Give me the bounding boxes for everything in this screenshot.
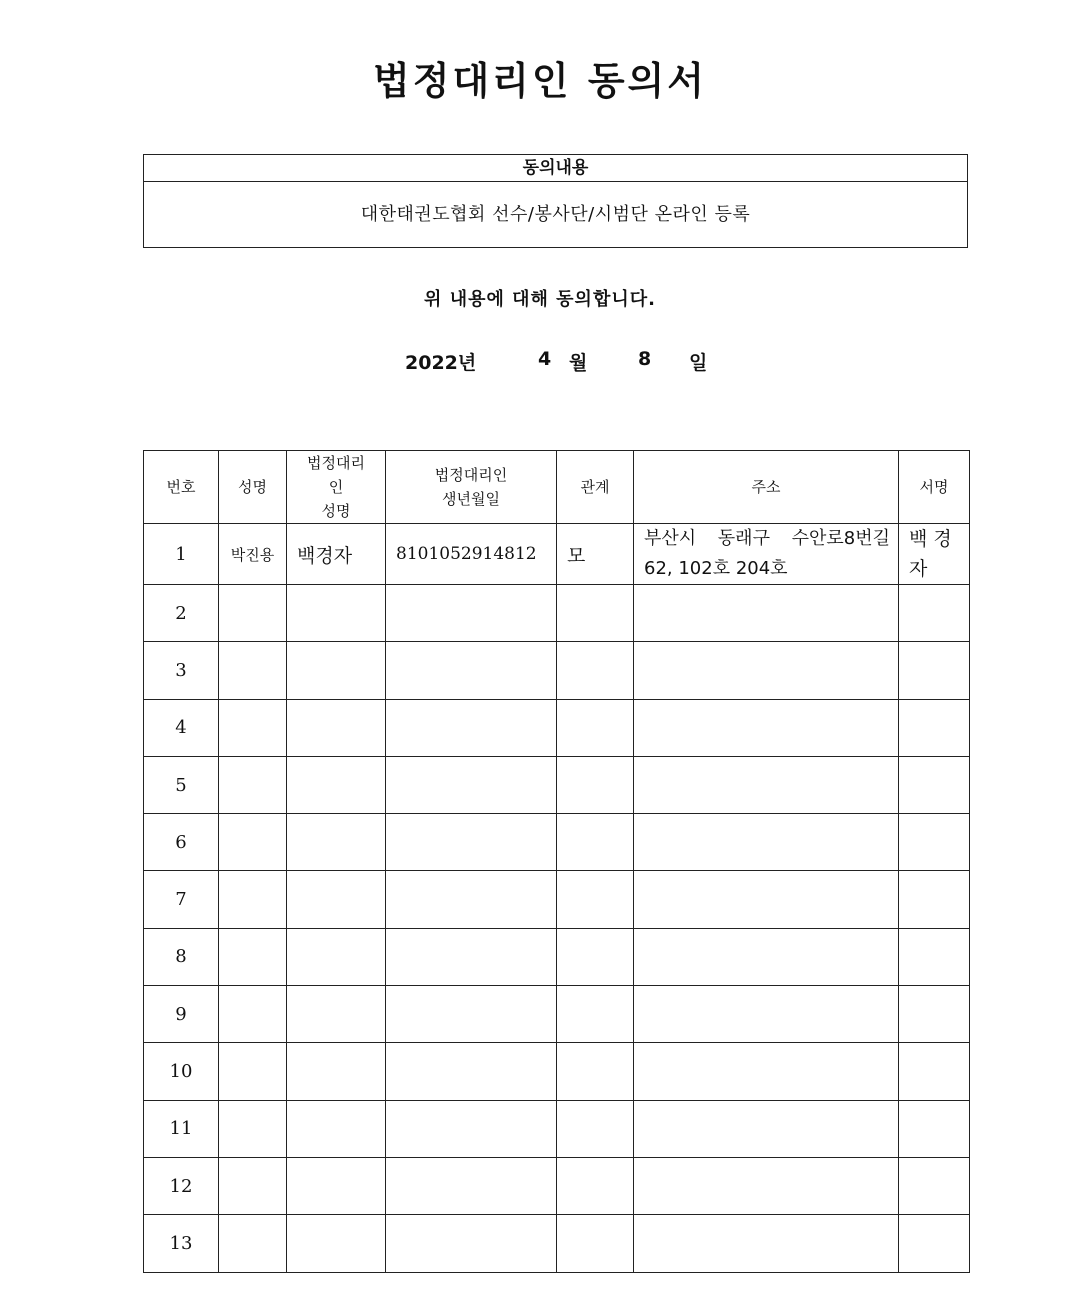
cell-relation <box>557 1157 634 1214</box>
cell-guardian-birth <box>386 1100 557 1157</box>
cell-address <box>634 928 899 985</box>
cell-name <box>219 1043 287 1100</box>
date-day-unit: 일 <box>689 352 708 374</box>
consent-content-header: 동의내용 <box>144 155 967 182</box>
header-signature: 서명 <box>899 451 970 524</box>
cell-signature <box>899 1157 970 1214</box>
cell-address <box>634 1215 899 1272</box>
cell-relation: 모 <box>557 524 634 585</box>
table-row <box>144 642 970 699</box>
cell-address <box>634 699 899 756</box>
cell-signature: 백경자 <box>899 524 970 585</box>
guardian-roster-table <box>143 450 970 1273</box>
cell-guardian-birth <box>386 986 557 1043</box>
table-row <box>144 928 970 985</box>
cell-relation <box>557 814 634 871</box>
cell-guardian-birth <box>386 871 557 928</box>
cell-guardian-birth <box>386 756 557 813</box>
cell-signature <box>899 699 970 756</box>
cell-relation <box>557 699 634 756</box>
cell-name <box>219 642 287 699</box>
header-number: 번호 <box>144 451 219 524</box>
cell-address: 부산시 동래구 수안로8번길 62, 102호 204호 <box>634 524 899 585</box>
cell-signature <box>899 1100 970 1157</box>
cell-row-number: 3 <box>144 642 219 699</box>
cell-relation <box>557 642 634 699</box>
cell-guardian-name <box>287 642 386 699</box>
header-address: 주소 <box>634 451 899 524</box>
cell-name <box>219 1157 287 1214</box>
date-month-value: 4 <box>538 348 552 370</box>
date-month-unit: 월 <box>569 352 588 374</box>
cell-name <box>219 1215 287 1272</box>
table-row <box>144 756 970 813</box>
cell-row-number: 2 <box>144 585 219 642</box>
table-row <box>144 699 970 756</box>
table-row <box>144 524 970 585</box>
cell-row-number: 11 <box>144 1100 219 1157</box>
cell-relation <box>557 1215 634 1272</box>
cell-signature <box>899 814 970 871</box>
cell-row-number: 10 <box>144 1043 219 1100</box>
cell-name <box>219 928 287 985</box>
table-row <box>144 1100 970 1157</box>
cell-address <box>634 756 899 813</box>
table-row <box>144 1043 970 1100</box>
cell-name <box>219 756 287 813</box>
cell-signature <box>899 928 970 985</box>
cell-guardian-birth <box>386 814 557 871</box>
cell-signature <box>899 756 970 813</box>
cell-guardian-name <box>287 699 386 756</box>
table-row <box>144 1215 970 1272</box>
cell-guardian-name <box>287 928 386 985</box>
cell-relation <box>557 1043 634 1100</box>
table-header-row <box>144 451 970 524</box>
cell-guardian-birth <box>386 1043 557 1100</box>
cell-guardian-name <box>287 1157 386 1214</box>
cell-guardian-name <box>287 1100 386 1157</box>
cell-relation <box>557 756 634 813</box>
cell-guardian-birth <box>386 699 557 756</box>
cell-name <box>219 986 287 1043</box>
cell-guardian-birth: 8101052914812 <box>386 524 557 585</box>
cell-row-number: 9 <box>144 986 219 1043</box>
cell-guardian-birth <box>386 585 557 642</box>
consent-content-box <box>143 154 968 248</box>
cell-signature <box>899 642 970 699</box>
cell-relation <box>557 928 634 985</box>
cell-relation <box>557 585 634 642</box>
date-day-value: 8 <box>638 348 652 370</box>
cell-address <box>634 871 899 928</box>
cell-name: 박진용 <box>219 524 287 585</box>
cell-relation <box>557 1100 634 1157</box>
cell-guardian-name <box>287 986 386 1043</box>
cell-guardian-name <box>287 814 386 871</box>
table-row <box>144 1157 970 1214</box>
cell-address <box>634 1157 899 1214</box>
table-row <box>144 585 970 642</box>
cell-guardian-name <box>287 1043 386 1100</box>
cell-signature <box>899 1043 970 1100</box>
date-year: 2022년 <box>405 352 477 374</box>
header-guardian-birth: 법정대리인 생년월일 <box>386 451 557 524</box>
cell-guardian-name <box>287 871 386 928</box>
header-guardian-name: 법정대리 인 성명 <box>287 451 386 524</box>
header-relation: 관계 <box>557 451 634 524</box>
cell-guardian-name: 백경자 <box>287 524 386 585</box>
cell-row-number: 4 <box>144 699 219 756</box>
cell-signature <box>899 986 970 1043</box>
cell-address <box>634 986 899 1043</box>
cell-row-number: 6 <box>144 814 219 871</box>
cell-relation <box>557 986 634 1043</box>
cell-guardian-birth <box>386 1215 557 1272</box>
cell-signature <box>899 871 970 928</box>
cell-name <box>219 814 287 871</box>
cell-guardian-birth <box>386 1157 557 1214</box>
cell-row-number: 1 <box>144 524 219 585</box>
header-name: 성명 <box>219 451 287 524</box>
cell-guardian-name <box>287 1215 386 1272</box>
cell-row-number: 12 <box>144 1157 219 1214</box>
cell-guardian-name <box>287 585 386 642</box>
cell-row-number: 7 <box>144 871 219 928</box>
agreement-statement: 위 내용에 대해 동의합니다. <box>424 289 656 310</box>
table-row <box>144 814 970 871</box>
cell-row-number: 13 <box>144 1215 219 1272</box>
cell-guardian-birth <box>386 642 557 699</box>
table-row <box>144 986 970 1043</box>
cell-name <box>219 585 287 642</box>
cell-row-number: 8 <box>144 928 219 985</box>
cell-name <box>219 1100 287 1157</box>
cell-name <box>219 699 287 756</box>
cell-name <box>219 871 287 928</box>
cell-address <box>634 1100 899 1157</box>
document-title: 법정대리인 동의서 <box>373 59 707 103</box>
cell-address <box>634 642 899 699</box>
cell-guardian-name <box>287 756 386 813</box>
cell-address <box>634 814 899 871</box>
cell-row-number: 5 <box>144 756 219 813</box>
table-row <box>144 871 970 928</box>
cell-guardian-birth <box>386 928 557 985</box>
cell-address <box>634 585 899 642</box>
cell-signature <box>899 1215 970 1272</box>
cell-signature <box>899 585 970 642</box>
consent-content-body: 대한태권도협회 선수/봉사단/시범단 온라인 등록 <box>360 204 751 225</box>
cell-address <box>634 1043 899 1100</box>
cell-relation <box>557 871 634 928</box>
